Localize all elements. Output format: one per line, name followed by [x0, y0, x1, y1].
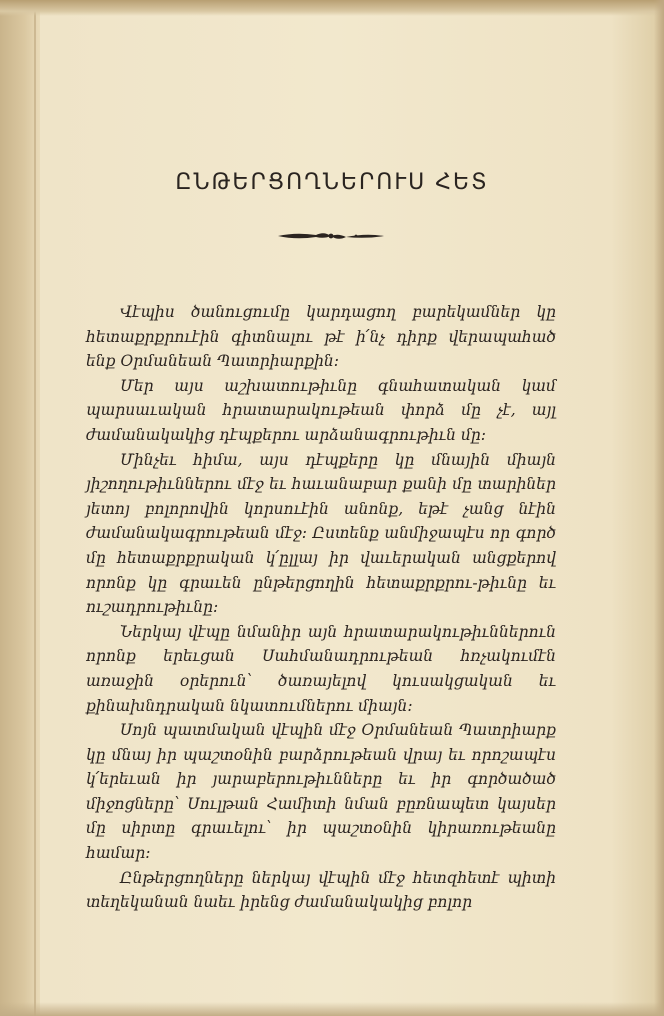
page-bottom-edge — [0, 1002, 664, 1016]
decorative-divider-icon — [276, 229, 386, 243]
paragraph: Ընթերցողները ներկայ վէպին մէջ հետզհետէ պիտի տեղեկանան նաեւ իրենց ժամանակակից բոլոր — [86, 868, 556, 912]
page-title: ԸՆԹԵՐՑՈՂՆԵՐՈՒՍ ՀԵՏ — [175, 170, 489, 195]
page-top-edge — [0, 0, 664, 16]
body-text — [86, 300, 556, 915]
paragraph: Վէպիս ծանուցումը կարդացող բարեկամներ կը հետաքրքրուէին գիտնալու թէ ի՛նչ դիրք վերապահած ենք Օրմանեան Պատրիարքին: — [86, 303, 556, 371]
paragraph: Մինչեւ հիմա, այս դէպքերը կը մնային միայն յիշողութիւններու մէջ եւ հաւանաբար քանի մը տարիներ յետոյ բոլորովին կորսուէին անոնք, եթէ չանց նէին ժամանակագրութեան մէջ: Ըստենք անմիջապէս որ գործ մը հետաքրքրական կ՛ըլլայ իր վաւերական անցքերով որոնք կը գրաւեն ընթերցողին հետաքրքրու-թիւնը եւ ուշադրութիւնը: — [86, 450, 556, 617]
paragraph: Մեր այս աշխատութիւնը գնահատական կամ պարսաւական հրատարակութեան փորձ մը չէ, այլ ժամանակակից դէպքերու արձանագրութիւն մը: — [86, 376, 556, 444]
page-right-edge — [654, 0, 664, 1016]
page-fold-line — [34, 0, 36, 1016]
paragraph: Ներկայ վէպը նմանիր այն հրատարակութիւններուն որոնք երեւցան Սահմանադրութեան հռչակումէն առաջին օրերուն՝ ծառայելով կուսակցական եւ քինախնդրական նկատումներու միայն: — [86, 622, 556, 715]
paragraph: Սոյն պատմական վէպին մէջ Օրմանեան Պատրիարք կը մնայ իր պաշտօնին բարձրութեան վրայ եւ որոշապէս կ՛երեւան իր յարաբերութիւնները եւ իր գործածած միջոցները՝ Սուլթան Համիտի նման բըռնապետ կայսեր մը սիրտը գրաւելու՝ իր պաշտօնին կիրառութեանը համար: — [86, 721, 556, 863]
